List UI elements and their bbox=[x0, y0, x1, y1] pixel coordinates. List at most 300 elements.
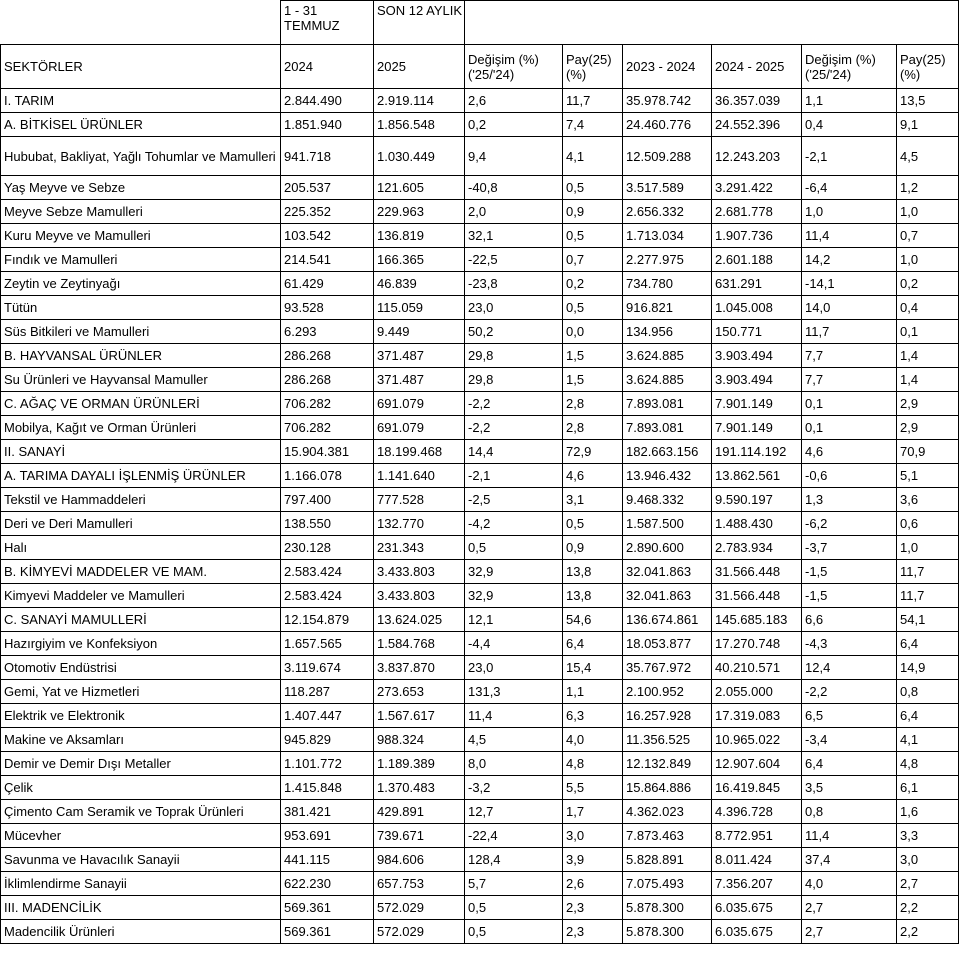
header-2024: 2024 bbox=[281, 45, 374, 89]
cell-share-monthly: 13,8 bbox=[563, 584, 623, 608]
header-share-monthly: Pay(25) (%) bbox=[563, 45, 623, 89]
cell-change-12-month: 2,7 bbox=[802, 920, 897, 944]
cell-sector: Çimento Cam Seramik ve Toprak Ürünleri bbox=[1, 800, 281, 824]
header-empty-span bbox=[465, 1, 959, 45]
table-row bbox=[1, 137, 959, 176]
cell-share-12-month: 11,7 bbox=[897, 584, 959, 608]
cell-sector: Madencilik Ürünleri bbox=[1, 920, 281, 944]
cell-change-monthly: -4,2 bbox=[465, 512, 563, 536]
cell-july-2024: 138.550 bbox=[281, 512, 374, 536]
cell-change-12-month: 1,3 bbox=[802, 488, 897, 512]
cell-period-2024-2025: 1.045.008 bbox=[712, 296, 802, 320]
cell-sector: Demir ve Demir Dışı Metaller bbox=[1, 752, 281, 776]
cell-change-monthly: 32,1 bbox=[465, 224, 563, 248]
cell-july-2024: 1.166.078 bbox=[281, 464, 374, 488]
cell-change-12-month: 6,5 bbox=[802, 704, 897, 728]
cell-change-monthly: 0,2 bbox=[465, 113, 563, 137]
cell-period-2023-2024: 35.978.742 bbox=[623, 89, 712, 113]
cell-sector: Tütün bbox=[1, 296, 281, 320]
cell-share-monthly: 0,2 bbox=[563, 272, 623, 296]
cell-change-12-month: 11,4 bbox=[802, 824, 897, 848]
cell-sector: Meyve Sebze Mamulleri bbox=[1, 200, 281, 224]
cell-period-2024-2025: 150.771 bbox=[712, 320, 802, 344]
cell-period-2023-2024: 2.656.332 bbox=[623, 200, 712, 224]
cell-july-2024: 441.115 bbox=[281, 848, 374, 872]
table-row bbox=[1, 584, 959, 608]
cell-period-2024-2025: 12.907.604 bbox=[712, 752, 802, 776]
cell-share-monthly: 54,6 bbox=[563, 608, 623, 632]
cell-share-monthly: 6,4 bbox=[563, 632, 623, 656]
cell-share-12-month: 0,1 bbox=[897, 320, 959, 344]
cell-share-monthly: 4,0 bbox=[563, 728, 623, 752]
table-row bbox=[1, 872, 959, 896]
cell-july-2024: 6.293 bbox=[281, 320, 374, 344]
cell-period-2024-2025: 16.419.845 bbox=[712, 776, 802, 800]
cell-change-monthly: 12,1 bbox=[465, 608, 563, 632]
cell-period-2024-2025: 12.243.203 bbox=[712, 137, 802, 176]
cell-share-monthly: 0,5 bbox=[563, 224, 623, 248]
table-row bbox=[1, 416, 959, 440]
cell-july-2025: 3.433.803 bbox=[374, 584, 465, 608]
table-row bbox=[1, 488, 959, 512]
cell-july-2024: 706.282 bbox=[281, 392, 374, 416]
cell-sector: İklimlendirme Sanayii bbox=[1, 872, 281, 896]
cell-change-12-month: 14,2 bbox=[802, 248, 897, 272]
cell-sector: Süs Bitkileri ve Mamulleri bbox=[1, 320, 281, 344]
cell-change-monthly: 12,7 bbox=[465, 800, 563, 824]
cell-period-2023-2024: 2.890.600 bbox=[623, 536, 712, 560]
cell-period-2024-2025: 2.601.188 bbox=[712, 248, 802, 272]
cell-period-2024-2025: 8.011.424 bbox=[712, 848, 802, 872]
cell-july-2024: 103.542 bbox=[281, 224, 374, 248]
cell-share-monthly: 5,5 bbox=[563, 776, 623, 800]
cell-share-monthly: 1,5 bbox=[563, 344, 623, 368]
cell-july-2025: 132.770 bbox=[374, 512, 465, 536]
header-2024-2025: 2024 - 2025 bbox=[712, 45, 802, 89]
cell-sector: Gemi, Yat ve Hizmetleri bbox=[1, 680, 281, 704]
cell-sector: Mobilya, Kağıt ve Orman Ürünleri bbox=[1, 416, 281, 440]
cell-share-12-month: 1,0 bbox=[897, 200, 959, 224]
cell-period-2023-2024: 3.624.885 bbox=[623, 368, 712, 392]
cell-share-12-month: 2,9 bbox=[897, 392, 959, 416]
cell-change-12-month: 7,7 bbox=[802, 344, 897, 368]
cell-period-2023-2024: 7.893.081 bbox=[623, 416, 712, 440]
table-row bbox=[1, 320, 959, 344]
cell-change-12-month: 11,7 bbox=[802, 320, 897, 344]
cell-july-2025: 273.653 bbox=[374, 680, 465, 704]
cell-sector: C. SANAYİ MAMULLERİ bbox=[1, 608, 281, 632]
cell-change-monthly: 9,4 bbox=[465, 137, 563, 176]
cell-share-12-month: 2,7 bbox=[897, 872, 959, 896]
cell-sector: Tekstil ve Hammaddeleri bbox=[1, 488, 281, 512]
cell-sector: Hazırgiyim ve Konfeksiyon bbox=[1, 632, 281, 656]
cell-july-2025: 2.919.114 bbox=[374, 89, 465, 113]
cell-july-2025: 739.671 bbox=[374, 824, 465, 848]
cell-share-12-month: 3,3 bbox=[897, 824, 959, 848]
cell-period-2024-2025: 145.685.183 bbox=[712, 608, 802, 632]
cell-july-2025: 777.528 bbox=[374, 488, 465, 512]
table-row bbox=[1, 848, 959, 872]
cell-change-monthly: 29,8 bbox=[465, 368, 563, 392]
cell-period-2023-2024: 16.257.928 bbox=[623, 704, 712, 728]
cell-period-2023-2024: 7.873.463 bbox=[623, 824, 712, 848]
cell-share-12-month: 4,8 bbox=[897, 752, 959, 776]
cell-share-12-month: 3,0 bbox=[897, 848, 959, 872]
cell-sector: Su Ürünleri ve Hayvansal Mamuller bbox=[1, 368, 281, 392]
cell-change-monthly: -22,5 bbox=[465, 248, 563, 272]
cell-july-2025: 9.449 bbox=[374, 320, 465, 344]
cell-share-monthly: 0,5 bbox=[563, 176, 623, 200]
cell-period-2024-2025: 4.396.728 bbox=[712, 800, 802, 824]
cell-share-monthly: 7,4 bbox=[563, 113, 623, 137]
cell-change-12-month: -2,1 bbox=[802, 137, 897, 176]
header-2023-2024: 2023 - 2024 bbox=[623, 45, 712, 89]
table-row bbox=[1, 344, 959, 368]
cell-sector: Yaş Meyve ve Sebze bbox=[1, 176, 281, 200]
cell-change-monthly: 0,5 bbox=[465, 896, 563, 920]
cell-july-2025: 1.584.768 bbox=[374, 632, 465, 656]
cell-change-12-month: -4,3 bbox=[802, 632, 897, 656]
cell-change-monthly: 0,5 bbox=[465, 536, 563, 560]
cell-july-2025: 121.605 bbox=[374, 176, 465, 200]
cell-share-monthly: 4,6 bbox=[563, 464, 623, 488]
cell-share-monthly: 2,8 bbox=[563, 392, 623, 416]
cell-share-monthly: 3,1 bbox=[563, 488, 623, 512]
cell-period-2024-2025: 3.903.494 bbox=[712, 344, 802, 368]
cell-sector: Kuru Meyve ve Mamulleri bbox=[1, 224, 281, 248]
cell-july-2025: 229.963 bbox=[374, 200, 465, 224]
cell-change-12-month: 0,4 bbox=[802, 113, 897, 137]
cell-change-12-month: 37,4 bbox=[802, 848, 897, 872]
cell-period-2023-2024: 15.864.886 bbox=[623, 776, 712, 800]
cell-july-2024: 706.282 bbox=[281, 416, 374, 440]
header-period-12-month: SON 12 AYLIK bbox=[374, 1, 465, 45]
cell-change-monthly: -2,5 bbox=[465, 488, 563, 512]
cell-july-2025: 984.606 bbox=[374, 848, 465, 872]
cell-period-2023-2024: 5.878.300 bbox=[623, 920, 712, 944]
table-row bbox=[1, 176, 959, 200]
cell-change-monthly: -2,1 bbox=[465, 464, 563, 488]
cell-period-2024-2025: 17.270.748 bbox=[712, 632, 802, 656]
cell-change-monthly: 32,9 bbox=[465, 560, 563, 584]
cell-share-12-month: 1,4 bbox=[897, 344, 959, 368]
cell-july-2025: 657.753 bbox=[374, 872, 465, 896]
cell-july-2024: 1.657.565 bbox=[281, 632, 374, 656]
cell-period-2024-2025: 3.291.422 bbox=[712, 176, 802, 200]
cell-period-2023-2024: 734.780 bbox=[623, 272, 712, 296]
cell-sector: Zeytin ve Zeytinyağı bbox=[1, 272, 281, 296]
cell-share-monthly: 1,1 bbox=[563, 680, 623, 704]
cell-share-12-month: 4,5 bbox=[897, 137, 959, 176]
cell-period-2024-2025: 6.035.675 bbox=[712, 896, 802, 920]
table-row bbox=[1, 560, 959, 584]
cell-share-12-month: 6,1 bbox=[897, 776, 959, 800]
header-row-columns bbox=[1, 45, 959, 89]
cell-share-monthly: 4,8 bbox=[563, 752, 623, 776]
table-row bbox=[1, 272, 959, 296]
cell-july-2025: 166.365 bbox=[374, 248, 465, 272]
cell-july-2025: 3.837.870 bbox=[374, 656, 465, 680]
cell-change-monthly: -40,8 bbox=[465, 176, 563, 200]
cell-share-monthly: 1,5 bbox=[563, 368, 623, 392]
cell-july-2025: 46.839 bbox=[374, 272, 465, 296]
cell-change-12-month: -1,5 bbox=[802, 560, 897, 584]
cell-period-2024-2025: 36.357.039 bbox=[712, 89, 802, 113]
cell-share-12-month: 70,9 bbox=[897, 440, 959, 464]
cell-share-12-month: 5,1 bbox=[897, 464, 959, 488]
cell-july-2024: 2.583.424 bbox=[281, 560, 374, 584]
cell-period-2024-2025: 2.783.934 bbox=[712, 536, 802, 560]
cell-july-2024: 381.421 bbox=[281, 800, 374, 824]
cell-july-2024: 118.287 bbox=[281, 680, 374, 704]
cell-july-2024: 225.352 bbox=[281, 200, 374, 224]
table-row bbox=[1, 89, 959, 113]
cell-share-monthly: 0,9 bbox=[563, 536, 623, 560]
cell-july-2025: 429.891 bbox=[374, 800, 465, 824]
cell-change-12-month: 6,4 bbox=[802, 752, 897, 776]
table-row bbox=[1, 464, 959, 488]
cell-period-2023-2024: 9.468.332 bbox=[623, 488, 712, 512]
cell-change-12-month: 12,4 bbox=[802, 656, 897, 680]
header-2025: 2025 bbox=[374, 45, 465, 89]
cell-sector: B. KİMYEVİ MADDELER VE MAM. bbox=[1, 560, 281, 584]
cell-sector: Fındık ve Mamulleri bbox=[1, 248, 281, 272]
table-row bbox=[1, 224, 959, 248]
cell-july-2024: 797.400 bbox=[281, 488, 374, 512]
cell-period-2024-2025: 6.035.675 bbox=[712, 920, 802, 944]
cell-sector: Elektrik ve Elektronik bbox=[1, 704, 281, 728]
cell-share-monthly: 13,8 bbox=[563, 560, 623, 584]
cell-july-2024: 15.904.381 bbox=[281, 440, 374, 464]
cell-share-12-month: 4,1 bbox=[897, 728, 959, 752]
cell-period-2023-2024: 2.277.975 bbox=[623, 248, 712, 272]
cell-change-12-month: -6,4 bbox=[802, 176, 897, 200]
cell-july-2025: 1.370.483 bbox=[374, 776, 465, 800]
cell-change-monthly: 50,2 bbox=[465, 320, 563, 344]
table-row bbox=[1, 536, 959, 560]
cell-july-2025: 572.029 bbox=[374, 896, 465, 920]
cell-sector: II. SANAYİ bbox=[1, 440, 281, 464]
cell-july-2024: 12.154.879 bbox=[281, 608, 374, 632]
cell-period-2024-2025: 31.566.448 bbox=[712, 584, 802, 608]
cell-change-monthly: 128,4 bbox=[465, 848, 563, 872]
cell-period-2024-2025: 3.903.494 bbox=[712, 368, 802, 392]
cell-sector: Çelik bbox=[1, 776, 281, 800]
cell-july-2024: 61.429 bbox=[281, 272, 374, 296]
cell-share-12-month: 54,1 bbox=[897, 608, 959, 632]
cell-change-12-month: 4,6 bbox=[802, 440, 897, 464]
cell-change-12-month: 0,1 bbox=[802, 392, 897, 416]
cell-share-12-month: 6,4 bbox=[897, 704, 959, 728]
cell-share-monthly: 15,4 bbox=[563, 656, 623, 680]
cell-change-monthly: 14,4 bbox=[465, 440, 563, 464]
cell-change-monthly: 11,4 bbox=[465, 704, 563, 728]
cell-change-monthly: 5,7 bbox=[465, 872, 563, 896]
cell-change-12-month: -14,1 bbox=[802, 272, 897, 296]
cell-period-2024-2025: 631.291 bbox=[712, 272, 802, 296]
cell-share-12-month: 1,0 bbox=[897, 536, 959, 560]
cell-change-12-month: -1,5 bbox=[802, 584, 897, 608]
cell-share-12-month: 0,8 bbox=[897, 680, 959, 704]
cell-july-2024: 1.407.447 bbox=[281, 704, 374, 728]
cell-period-2023-2024: 18.053.877 bbox=[623, 632, 712, 656]
cell-july-2025: 1.856.548 bbox=[374, 113, 465, 137]
cell-share-monthly: 0,0 bbox=[563, 320, 623, 344]
cell-period-2024-2025: 40.210.571 bbox=[712, 656, 802, 680]
cell-change-monthly: 23,0 bbox=[465, 296, 563, 320]
cell-share-12-month: 0,2 bbox=[897, 272, 959, 296]
cell-change-12-month: 3,5 bbox=[802, 776, 897, 800]
cell-period-2023-2024: 916.821 bbox=[623, 296, 712, 320]
cell-share-12-month: 11,7 bbox=[897, 560, 959, 584]
cell-sector: C. AĞAÇ VE ORMAN ÜRÜNLERİ bbox=[1, 392, 281, 416]
cell-july-2024: 230.128 bbox=[281, 536, 374, 560]
table-row bbox=[1, 824, 959, 848]
cell-july-2025: 1.567.617 bbox=[374, 704, 465, 728]
cell-share-monthly: 0,5 bbox=[563, 512, 623, 536]
cell-july-2025: 136.819 bbox=[374, 224, 465, 248]
table-row bbox=[1, 728, 959, 752]
cell-share-12-month: 0,4 bbox=[897, 296, 959, 320]
table-body bbox=[1, 89, 959, 944]
cell-change-monthly: 2,0 bbox=[465, 200, 563, 224]
cell-change-12-month: -3,7 bbox=[802, 536, 897, 560]
cell-july-2024: 569.361 bbox=[281, 920, 374, 944]
cell-period-2024-2025: 1.488.430 bbox=[712, 512, 802, 536]
cell-period-2024-2025: 13.862.561 bbox=[712, 464, 802, 488]
cell-july-2024: 953.691 bbox=[281, 824, 374, 848]
cell-change-12-month: 1,1 bbox=[802, 89, 897, 113]
cell-period-2023-2024: 12.132.849 bbox=[623, 752, 712, 776]
cell-period-2023-2024: 24.460.776 bbox=[623, 113, 712, 137]
cell-share-12-month: 9,1 bbox=[897, 113, 959, 137]
header-row-periods bbox=[1, 1, 959, 45]
cell-share-12-month: 1,4 bbox=[897, 368, 959, 392]
cell-period-2023-2024: 5.878.300 bbox=[623, 896, 712, 920]
cell-share-monthly: 3,0 bbox=[563, 824, 623, 848]
table-row bbox=[1, 776, 959, 800]
cell-share-12-month: 1,2 bbox=[897, 176, 959, 200]
cell-july-2025: 13.624.025 bbox=[374, 608, 465, 632]
header-period-monthly: 1 - 31 TEMMUZ bbox=[281, 1, 374, 45]
table-row bbox=[1, 680, 959, 704]
cell-period-2024-2025: 24.552.396 bbox=[712, 113, 802, 137]
cell-share-monthly: 0,7 bbox=[563, 248, 623, 272]
cell-share-monthly: 2,8 bbox=[563, 416, 623, 440]
cell-change-12-month: -0,6 bbox=[802, 464, 897, 488]
cell-share-12-month: 2,2 bbox=[897, 920, 959, 944]
cell-period-2023-2024: 35.767.972 bbox=[623, 656, 712, 680]
cell-change-12-month: 0,1 bbox=[802, 416, 897, 440]
cell-change-monthly: 32,9 bbox=[465, 584, 563, 608]
cell-change-monthly: -2,2 bbox=[465, 416, 563, 440]
cell-period-2023-2024: 136.674.861 bbox=[623, 608, 712, 632]
cell-change-monthly: 29,8 bbox=[465, 344, 563, 368]
header-sector: SEKTÖRLER bbox=[1, 45, 281, 89]
cell-share-monthly: 0,5 bbox=[563, 296, 623, 320]
cell-change-monthly: -3,2 bbox=[465, 776, 563, 800]
cell-sector: A. TARIMA DAYALI İŞLENMİŞ ÜRÜNLER bbox=[1, 464, 281, 488]
table-row bbox=[1, 704, 959, 728]
cell-july-2025: 371.487 bbox=[374, 368, 465, 392]
header-change-12-month: Değişim (%) ('25/'24) bbox=[802, 45, 897, 89]
cell-sector: Deri ve Deri Mamulleri bbox=[1, 512, 281, 536]
table-row bbox=[1, 632, 959, 656]
cell-july-2024: 2.583.424 bbox=[281, 584, 374, 608]
cell-july-2024: 93.528 bbox=[281, 296, 374, 320]
cell-period-2024-2025: 7.901.149 bbox=[712, 392, 802, 416]
cell-share-monthly: 0,9 bbox=[563, 200, 623, 224]
cell-july-2025: 572.029 bbox=[374, 920, 465, 944]
cell-sector: Halı bbox=[1, 536, 281, 560]
cell-period-2024-2025: 17.319.083 bbox=[712, 704, 802, 728]
cell-july-2024: 286.268 bbox=[281, 344, 374, 368]
cell-july-2025: 691.079 bbox=[374, 392, 465, 416]
cell-share-12-month: 0,6 bbox=[897, 512, 959, 536]
cell-july-2024: 1.415.848 bbox=[281, 776, 374, 800]
cell-period-2023-2024: 12.509.288 bbox=[623, 137, 712, 176]
cell-share-monthly: 6,3 bbox=[563, 704, 623, 728]
cell-share-monthly: 11,7 bbox=[563, 89, 623, 113]
cell-period-2024-2025: 7.356.207 bbox=[712, 872, 802, 896]
cell-period-2024-2025: 2.055.000 bbox=[712, 680, 802, 704]
cell-change-12-month: 6,6 bbox=[802, 608, 897, 632]
cell-period-2023-2024: 134.956 bbox=[623, 320, 712, 344]
cell-change-12-month: -2,2 bbox=[802, 680, 897, 704]
cell-change-monthly: 131,3 bbox=[465, 680, 563, 704]
cell-july-2025: 371.487 bbox=[374, 344, 465, 368]
cell-change-monthly: -4,4 bbox=[465, 632, 563, 656]
cell-july-2025: 18.199.468 bbox=[374, 440, 465, 464]
cell-share-monthly: 72,9 bbox=[563, 440, 623, 464]
table-row bbox=[1, 920, 959, 944]
cell-july-2024: 622.230 bbox=[281, 872, 374, 896]
table-row bbox=[1, 113, 959, 137]
cell-period-2023-2024: 182.663.156 bbox=[623, 440, 712, 464]
cell-sector: Savunma ve Havacılık Sanayii bbox=[1, 848, 281, 872]
header-change-monthly: Değişim (%) ('25/'24) bbox=[465, 45, 563, 89]
cell-share-12-month: 1,6 bbox=[897, 800, 959, 824]
cell-change-12-month: 1,0 bbox=[802, 200, 897, 224]
cell-period-2023-2024: 11.356.525 bbox=[623, 728, 712, 752]
cell-share-12-month: 13,5 bbox=[897, 89, 959, 113]
header-empty-cell bbox=[1, 1, 281, 45]
cell-change-12-month: 4,0 bbox=[802, 872, 897, 896]
cell-change-monthly: -2,2 bbox=[465, 392, 563, 416]
table-row bbox=[1, 248, 959, 272]
cell-sector: I. TARIM bbox=[1, 89, 281, 113]
cell-change-monthly: -23,8 bbox=[465, 272, 563, 296]
cell-change-12-month: 2,7 bbox=[802, 896, 897, 920]
cell-share-12-month: 6,4 bbox=[897, 632, 959, 656]
cell-period-2023-2024: 32.041.863 bbox=[623, 560, 712, 584]
cell-share-monthly: 4,1 bbox=[563, 137, 623, 176]
cell-period-2023-2024: 13.946.432 bbox=[623, 464, 712, 488]
table-row bbox=[1, 392, 959, 416]
cell-july-2024: 941.718 bbox=[281, 137, 374, 176]
cell-share-monthly: 1,7 bbox=[563, 800, 623, 824]
table-row bbox=[1, 800, 959, 824]
cell-period-2024-2025: 2.681.778 bbox=[712, 200, 802, 224]
cell-july-2025: 115.059 bbox=[374, 296, 465, 320]
cell-share-monthly: 2,3 bbox=[563, 896, 623, 920]
cell-sector: Mücevher bbox=[1, 824, 281, 848]
cell-share-monthly: 2,3 bbox=[563, 920, 623, 944]
cell-change-12-month: 11,4 bbox=[802, 224, 897, 248]
cell-period-2023-2024: 2.100.952 bbox=[623, 680, 712, 704]
cell-july-2024: 2.844.490 bbox=[281, 89, 374, 113]
cell-change-12-month: 14,0 bbox=[802, 296, 897, 320]
